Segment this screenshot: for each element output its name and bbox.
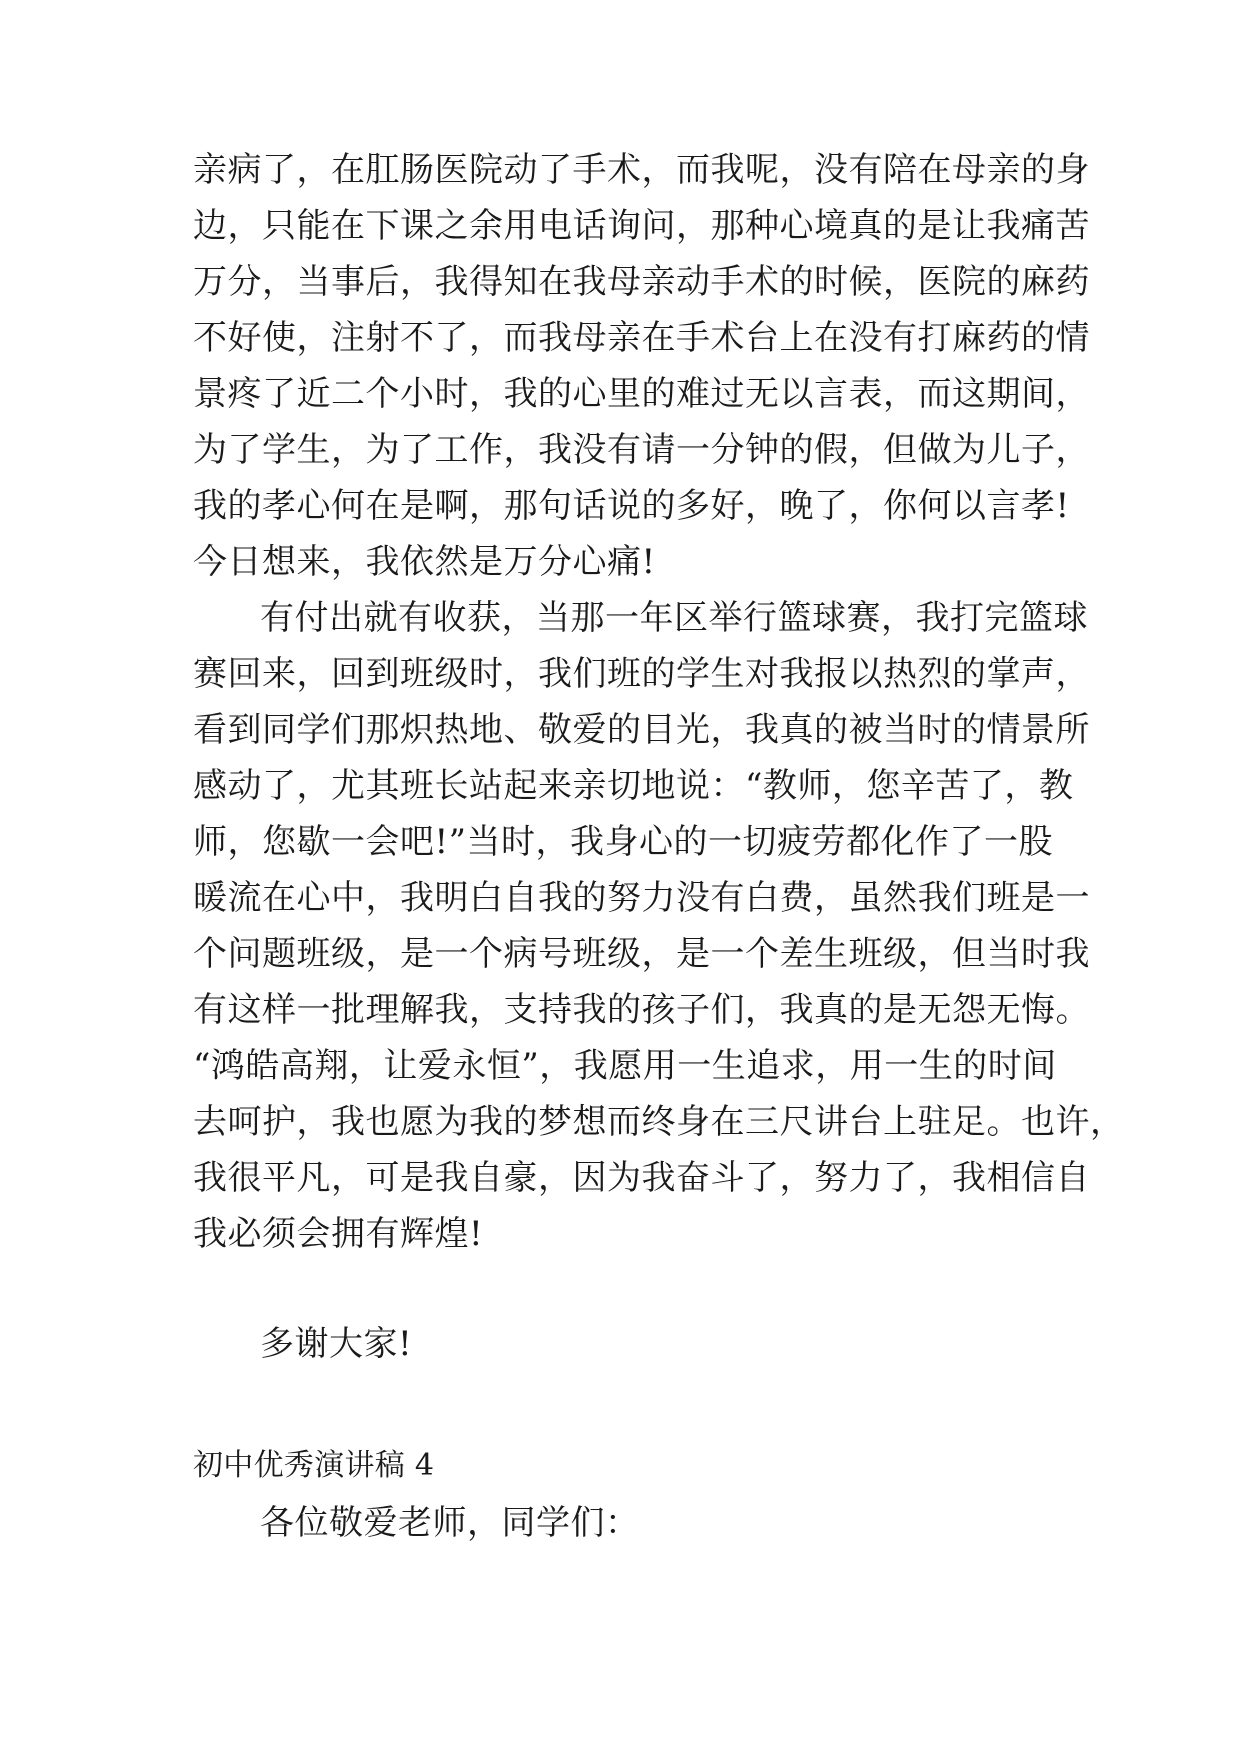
text-line: 万分，当事后，我得知在我母亲动手术的时候，医院的麻药 [193, 262, 1090, 302]
section-title: 初中优秀演讲稿 4 [193, 1448, 435, 1483]
text-line: 为了学生，为了工作，我没有请一分钟的假，但做为儿子， [193, 430, 1090, 470]
text-line: 亲病了，在肛肠医院动了手术，而我呢，没有陪在母亲的身 [193, 150, 1090, 190]
text-line: 赛回来，回到班级时，我们班的学生对我报以热烈的掌声， [193, 654, 1090, 694]
text-line: 有付出就有收获，当那一年区举行篮球赛，我打完篮球 [260, 598, 1088, 638]
text-line: 去呵护，我也愿为我的梦想而终身在三尺讲台上驻足。也许， [193, 1102, 1125, 1142]
text-line: 个问题班级，是一个病号班级，是一个差生班级，但当时我 [193, 934, 1090, 974]
text-line: 我很平凡，可是我自豪，因为我奋斗了，努力了，我相信自 [193, 1158, 1090, 1198]
text-line: 景疼了近二个小时，我的心里的难过无以言表，而这期间， [193, 374, 1090, 414]
text-line: 暖流在心中，我明白自我的努力没有白费，虽然我们班是一 [193, 878, 1090, 918]
text-line: 今日想来，我依然是万分心痛! [193, 542, 656, 582]
text-line: 我必须会拥有辉煌! [193, 1214, 484, 1254]
closing-thanks: 多谢大家! [260, 1324, 413, 1364]
text-line: “鸿皓高翔，让爱永恒”，我愿用一生追求，用一生的时间 [193, 1046, 1057, 1086]
text-line: 看到同学们那炽热地、敬爱的目光，我真的被当时的情景所 [193, 710, 1090, 750]
text-line: 有这样一批理解我，支持我的孩子们，我真的是无怨无悔。 [193, 990, 1090, 1030]
salutation: 各位敬爱老师，同学们： [260, 1503, 640, 1543]
text-line: 感动了，尤其班长站起来亲切地说：“教师，您辛苦了，教 [193, 766, 1074, 806]
text-line: 师，您歇一会吧!”当时，我身心的一切疲劳都化作了一股 [193, 822, 1054, 862]
text-line: 我的孝心何在是啊，那句话说的多好，晚了，你何以言孝! [193, 486, 1070, 526]
text-line: 边，只能在下课之余用电话询问，那种心境真的是让我痛苦 [193, 206, 1090, 246]
text-line: 不好使，注射不了，而我母亲在手术台上在没有打麻药的情 [193, 318, 1090, 358]
